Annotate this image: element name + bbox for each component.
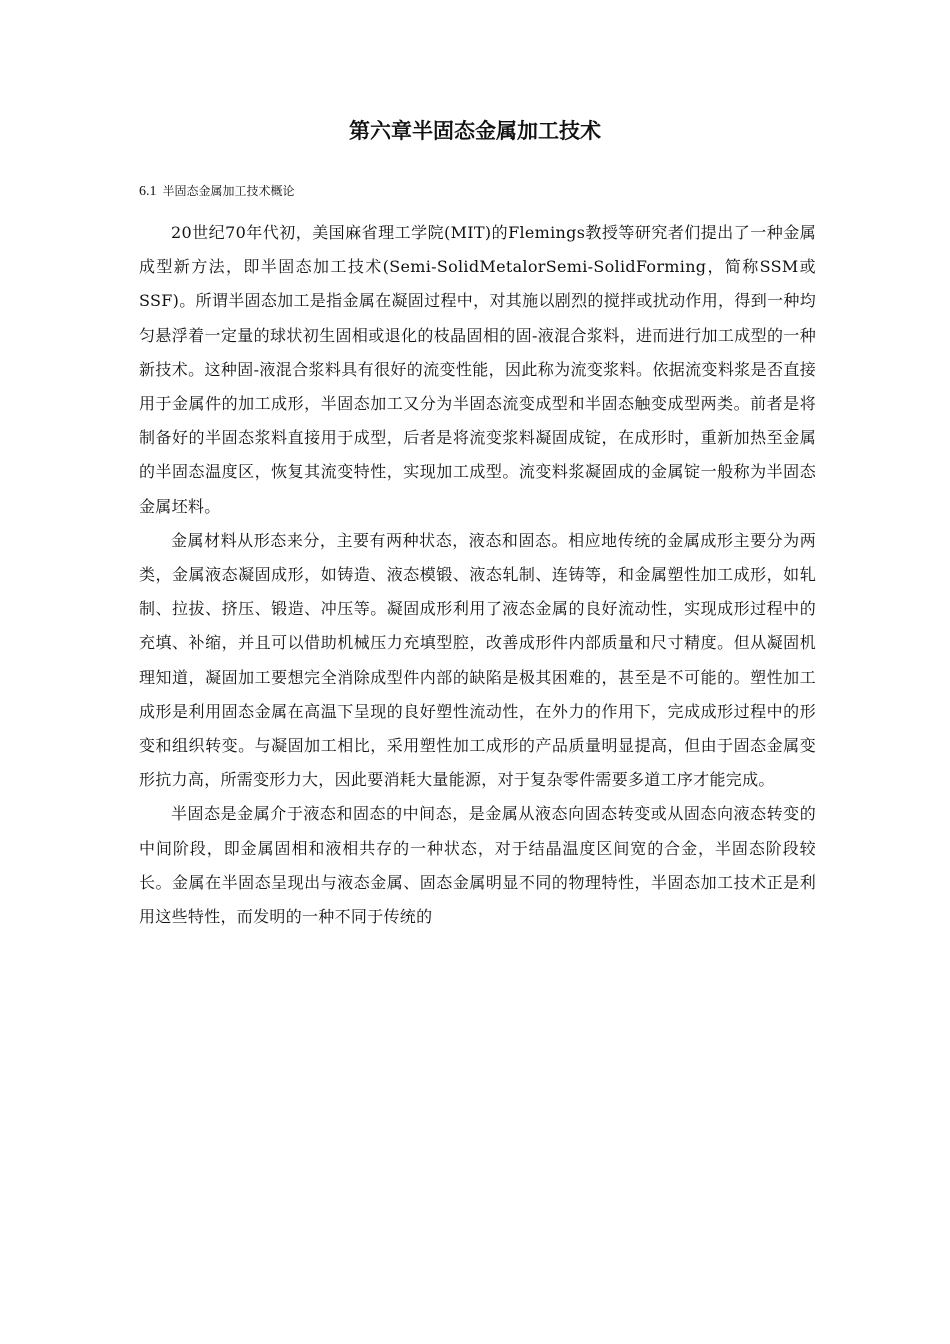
section-title: 半固态金属加工技术概论	[162, 184, 295, 198]
section-number: 6.1	[139, 184, 157, 199]
chapter-title: 第六章半固态金属加工技术	[349, 119, 601, 143]
paragraph: 金属材料从形态来分，主要有两种状态，液态和固态。相应地传统的金属成形主要分为两类，金属液态凝固成形，如铸造、液态模锻、液态轧制、连铸等，和金属塑性加工成形，如轧制、拉拔、挤压、锻造、冲压等。凝固成形利用了液态金属的良好流动性，实现成形过程中的充填、补缩，并且可以借助机械压力充填型腔，改善成形件内部质量和尺寸精度。但从凝固机理知道，凝固加工要想完全消除成型件内部的缺陷是极其困难的，甚至是不可能的。塑性加工成形是利用固态金属在高温下呈现的良好塑性流动性，在外力的作用下，完成成形过程中的形变和组织转变。与凝固加工相比，采用塑性加工成形的产品质量明显提高，但由于固态金属变形抗力高，所需变形力大，因此要消耗大量能源，对于复杂零件需要多道工序才能完成。	[139, 530, 816, 790]
document-body	[139, 216, 816, 934]
paragraph: 半固态是金属介于液态和固态的中间态，是金属从液态向固态转变或从固态向液态转变的中间阶段，即金属固相和液相共存的一种状态，对于结晶温度区间宽的合金，半固态阶段较长。金属在半固态呈现出与液态金属、固态金属明显不同的物理特性，半固态加工技术正是利用这些特性，而发明的一种不同于传统的	[139, 804, 816, 927]
section-heading	[139, 182, 295, 201]
paragraph: 20世纪70年代初，美国麻省理工学院(MIT)的Flemings教授等研究者们提出了一种金属成型新方法，即半固态加工技术(Semi-SolidMetalorSemi-SolidForming，简称SSM或SSF)。所谓半固态加工是指金属在凝固过程中，对其施以剧烈的搅拌或扰动作用，得到一种均匀悬浮着一定量的球状初生固相或退化的枝晶固相的固-液混合浆料，进而进行加工成型的一种新技术。这种固-液混合浆料具有很好的流变性能，因此称为流变浆料。依据流变料浆是否直接用于金属件的加工成形，半固态加工又分为半固态流变成型和半固态触变成型两类。前者是将制备好的半固态浆料直接用于成型，后者是将流变浆料凝固成锭，在成形时，重新加热至金属的半固态温度区，恢复其流变特性，实现加工成型。流变料浆凝固成的金属锭一般称为半固态金属坯料。	[139, 223, 816, 516]
